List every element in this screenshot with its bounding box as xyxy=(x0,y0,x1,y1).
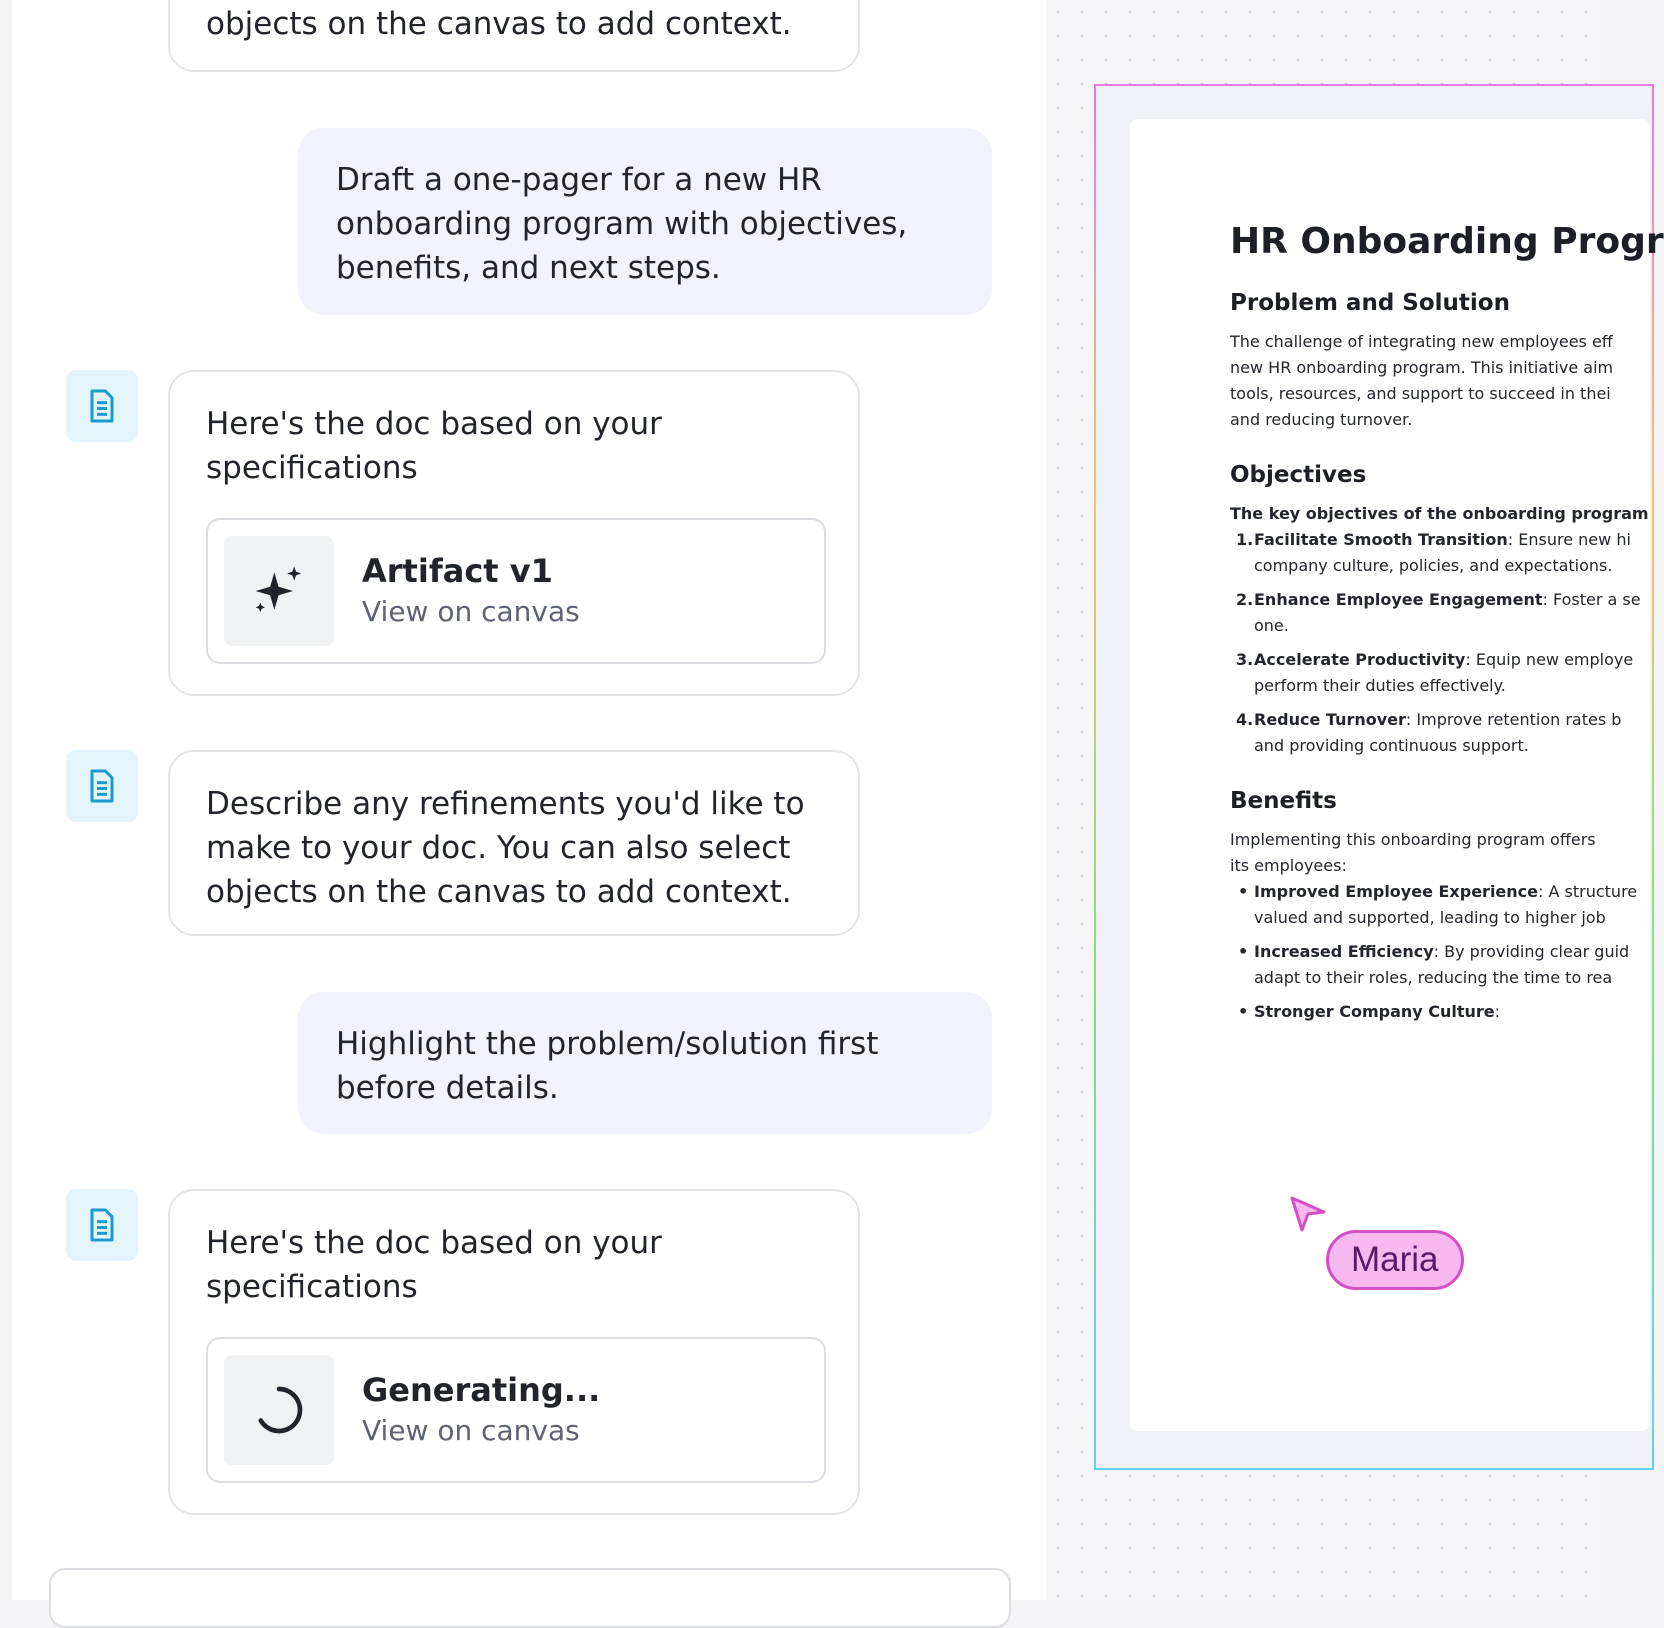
list-item-bold: Reduce Turnover xyxy=(1254,710,1406,729)
list-item-text: : xyxy=(1494,1002,1501,1021)
artifact-title: Artifact v1 xyxy=(362,552,553,590)
canvas[interactable] xyxy=(1046,0,1664,1600)
assistant-message xyxy=(168,750,860,936)
list-item-bold: Improved Employee Experience xyxy=(1254,882,1539,901)
list-item-bold: Facilitate Smooth Transition xyxy=(1254,530,1508,549)
document-icon xyxy=(82,766,122,806)
message-text: Describe any refinements you'd like to make to your doc. You can also select objects on the canvas to add context. xyxy=(206,786,805,910)
assistant-avatar xyxy=(66,1189,138,1261)
doc-heading-problem: Problem and Solution xyxy=(1230,290,1510,316)
loading-spinner-icon xyxy=(251,1382,307,1438)
doc-paragraph-line: The challenge of integrating new employees eff xyxy=(1230,332,1613,351)
message-text: Highlight the problem/solution first before details. xyxy=(336,1026,879,1106)
message-text: Here's the doc based on your specifications xyxy=(206,406,662,486)
doc-paragraph-line: Implementing this onboarding program offers xyxy=(1230,830,1596,849)
list-item-bold: Enhance Employee Engagement xyxy=(1254,590,1543,609)
list-item xyxy=(1230,999,1650,1025)
objectives-list xyxy=(1230,527,1650,759)
list-item-bold: Stronger Company Culture xyxy=(1254,1002,1495,1021)
list-item-bold: Accelerate Productivity xyxy=(1254,650,1466,669)
message-text: objects on the canvas to add context. xyxy=(206,6,792,42)
list-item-text: : Improve retention rates b xyxy=(1405,710,1622,729)
doc-heading-objectives: Objectives xyxy=(1230,462,1367,488)
list-item-text: : Foster a se xyxy=(1542,590,1641,609)
list-number: 1. xyxy=(1236,530,1254,549)
list-item-text: : Ensure new hi xyxy=(1507,530,1631,549)
list-item-text: perform their duties effectively. xyxy=(1254,676,1506,695)
bullet-icon: • xyxy=(1238,1002,1249,1021)
view-on-canvas-link[interactable]: View on canvas xyxy=(362,595,580,628)
benefits-list xyxy=(1230,879,1650,1025)
doc-heading-benefits: Benefits xyxy=(1230,788,1337,814)
artifact-title: Generating... xyxy=(362,1371,601,1409)
collaborator-name-tag: Maria xyxy=(1326,1230,1464,1290)
list-item xyxy=(1230,647,1650,699)
doc-objectives-intro: The key objectives of the onboarding program xyxy=(1230,504,1649,523)
list-number: 2. xyxy=(1236,590,1254,609)
list-item xyxy=(1230,587,1650,639)
list-item-bold: Increased Efficiency xyxy=(1254,942,1434,961)
user-message xyxy=(298,128,992,315)
list-item-text: and providing continuous support. xyxy=(1254,736,1529,755)
list-item xyxy=(1230,707,1650,759)
message-text: Here's the doc based on your specifications xyxy=(206,1225,662,1305)
artifact-card[interactable] xyxy=(206,518,826,664)
list-item xyxy=(1230,939,1650,991)
bullet-icon: • xyxy=(1238,882,1249,901)
assistant-message xyxy=(168,370,860,696)
assistant-message xyxy=(168,0,860,72)
artifact-thumbnail xyxy=(224,536,334,646)
artifact-card[interactable] xyxy=(206,1337,826,1483)
doc-paragraph-line: and reducing turnover. xyxy=(1230,410,1413,429)
doc-paragraph-line: new HR onboarding program. This initiative aim xyxy=(1230,358,1614,377)
list-item-text: one. xyxy=(1254,616,1289,635)
doc-paragraph-line: tools, resources, and support to succeed in thei xyxy=(1230,384,1611,403)
collaborator-cursor-icon xyxy=(1288,1194,1328,1234)
list-number: 4. xyxy=(1236,710,1254,729)
assistant-avatar xyxy=(66,370,138,442)
list-item-text: : Equip new employe xyxy=(1465,650,1634,669)
sparkle-icon xyxy=(251,563,307,619)
document-icon xyxy=(82,386,122,426)
chat-panel xyxy=(12,0,1046,1600)
assistant-message xyxy=(168,1189,860,1515)
view-on-canvas-link[interactable]: View on canvas xyxy=(362,1414,580,1447)
bullet-icon: • xyxy=(1238,942,1249,961)
message-composer[interactable] xyxy=(49,1568,1011,1628)
list-item-text: : A structure xyxy=(1538,882,1638,901)
artifact-thumbnail xyxy=(224,1355,334,1465)
list-item-text: adapt to their roles, reducing the time to rea xyxy=(1254,968,1613,987)
message-text: Draft a one-pager for a new HR onboarding program with objectives, benefits, and next steps. xyxy=(336,162,908,286)
doc-title: HR Onboarding Progr xyxy=(1230,221,1664,262)
document-icon xyxy=(82,1205,122,1245)
list-item-text: company culture, policies, and expectations. xyxy=(1254,556,1613,575)
list-number: 3. xyxy=(1236,650,1254,669)
assistant-avatar xyxy=(66,750,138,822)
list-item-text: valued and supported, leading to higher job xyxy=(1254,908,1606,927)
doc-paragraph-line: its employees: xyxy=(1230,856,1347,875)
list-item xyxy=(1230,879,1650,931)
list-item xyxy=(1230,527,1650,579)
list-item-text: : By providing clear guid xyxy=(1433,942,1630,961)
user-message xyxy=(298,992,992,1134)
